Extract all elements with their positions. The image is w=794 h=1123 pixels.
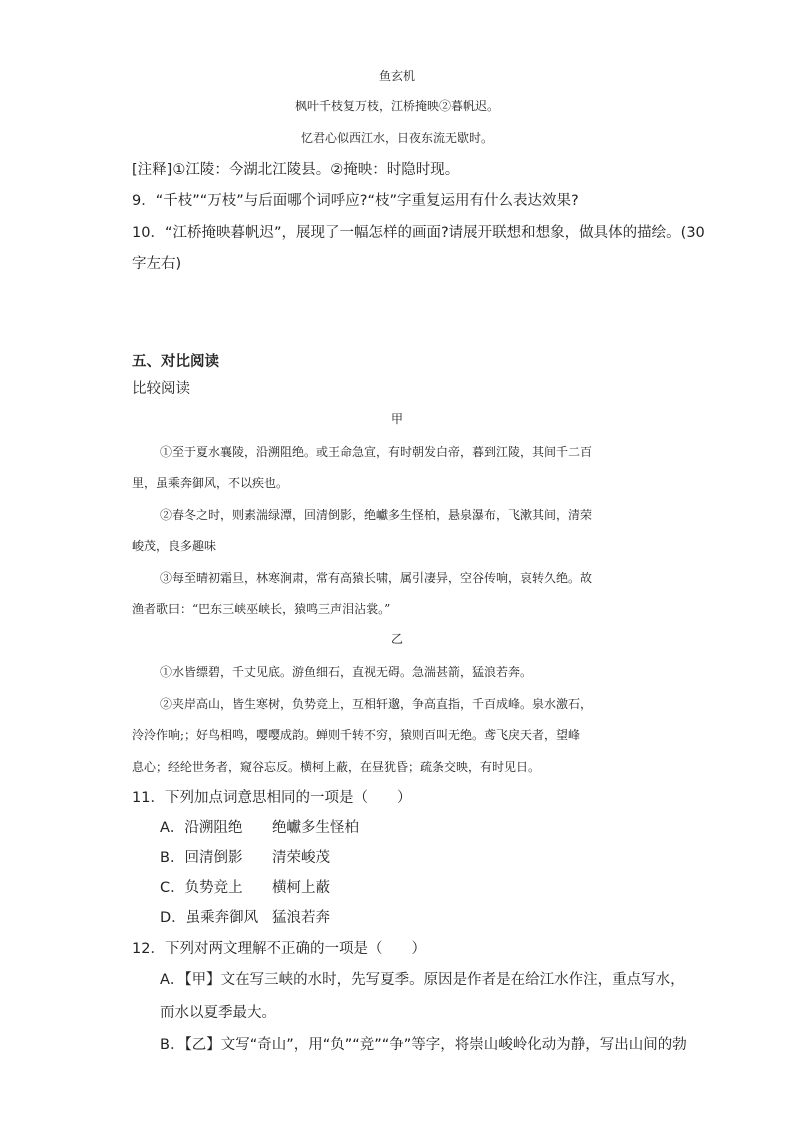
question-10-line-1: 10．“江桥掩映暮帆迟”，展现了一幅怎样的画面?请展开联想和想象，做具体的描绘。(30 [132, 225, 705, 241]
q12-option-a-line-1: A．【甲】文在写三峡的水时，先写夏季。原因是作者是在给江水作注，重点写水， [160, 972, 685, 988]
jia-p3-line-2: 渔者歌曰：“巴东三峡巫峡长，猿鸣三声泪沾裳。” [132, 602, 391, 616]
jia-p3-line-1: ③每至晴初霜旦，林寒涧肃，常有高猿长啸，属引凄异，空谷传响，哀转久绝。故 [160, 571, 593, 585]
q11-option-b-text-1: 回清倒影 [184, 850, 243, 866]
passage-jia-label: 甲 [390, 412, 403, 426]
q11-option-a-letter: A． [160, 820, 185, 836]
poem-line-1: 枫叶千枝复万枝，江桥掩映②暮帆迟。 [294, 99, 499, 113]
poem-author: 鱼玄机 [378, 69, 415, 83]
jia-p1-line-2: 里，虽乘奔御风，不以疾也。 [132, 476, 289, 490]
jia-p2-line-2: 峻茂，良多趣味 [132, 539, 217, 553]
q11-option-d-letter: D． [160, 910, 186, 926]
section-title: 五、对比阅读 [132, 354, 219, 370]
section-subtitle: 比较阅读 [132, 381, 190, 397]
yi-p1: ①水皆缥碧，千丈见底。游鱼细石，直视无碍。急湍甚箭，猛浪若奔。 [160, 665, 533, 679]
q11-option-a-text-1: 沿溯阻绝 [184, 820, 243, 836]
q11-option-c-text-2: 横柯上蔽 [272, 880, 330, 896]
jia-p2-line-1: ②春冬之时，则素湍绿潭，回清倒影，绝巘多生怪柏，悬泉瀑布，飞漱其间，清荣 [160, 508, 593, 522]
question-10-line-2: 字左右) [132, 256, 182, 272]
q12-option-b-line-1: B．【乙】文写“奇山”，用“负”“竞”“争”等字，将崇山峻岭化动为静，写出山间的勃 [160, 1037, 687, 1053]
annotation-note: [注释]①江陵：今湖北江陵县。②掩映：时隐时现。 [132, 162, 460, 178]
poem-line-2: 忆君心似西江水，日夜东流无歇时。 [300, 131, 493, 145]
question-12-stem: 12．下列对两文理解不正确的一项是（ ） [132, 941, 426, 957]
q12-option-a-line-2: 而水以夏季最大。 [160, 1005, 276, 1021]
q11-option-c-text-1: 负势竞上 [184, 880, 243, 896]
q11-option-a-text-2: 绝巘多生怪柏 [272, 820, 359, 836]
q11-option-c [160, 878, 243, 898]
yi-p2-line-1: ②夹岸高山，皆生寒树，负势竞上，互相轩邈，争高直指，千百成峰。泉水激石， [160, 697, 593, 711]
q11-option-b [160, 848, 242, 868]
question-11-stem: 11．下列加点词意思相同的一项是（ ） [132, 790, 412, 806]
q11-option-a [160, 818, 242, 838]
question-9: 9．“千枝”“万枝”与后面哪个词呼应?“枝”字重复运用有什么表达效果? [132, 193, 579, 209]
passage-yi-label: 乙 [390, 632, 403, 646]
q11-option-d [160, 908, 258, 928]
q11-option-d-text-2: 猛浪若奔 [272, 910, 330, 926]
q11-option-b-letter: B． [160, 850, 185, 866]
q11-option-c-letter: C． [160, 880, 185, 896]
yi-p2-line-3: 息心；经纶世务者，窥谷忘反。横柯上蔽，在昼犹昏；疏条交映，有时见日。 [132, 760, 541, 774]
q11-option-d-text-1: 虽乘奔御风 [185, 910, 259, 926]
jia-p1-line-1: ①至于夏水襄陵，沿溯阻绝。或王命急宣，有时朝发白帝，暮到江陵，其间千二百 [160, 445, 593, 459]
yi-p2-line-2: 泠泠作响;；好鸟相鸣，嘤嘤成韵。蝉则千转不穷，猿则百叫无绝。鸢飞戾天者，望峰 [132, 728, 581, 742]
q11-option-b-text-2: 清荣峻茂 [272, 850, 330, 866]
